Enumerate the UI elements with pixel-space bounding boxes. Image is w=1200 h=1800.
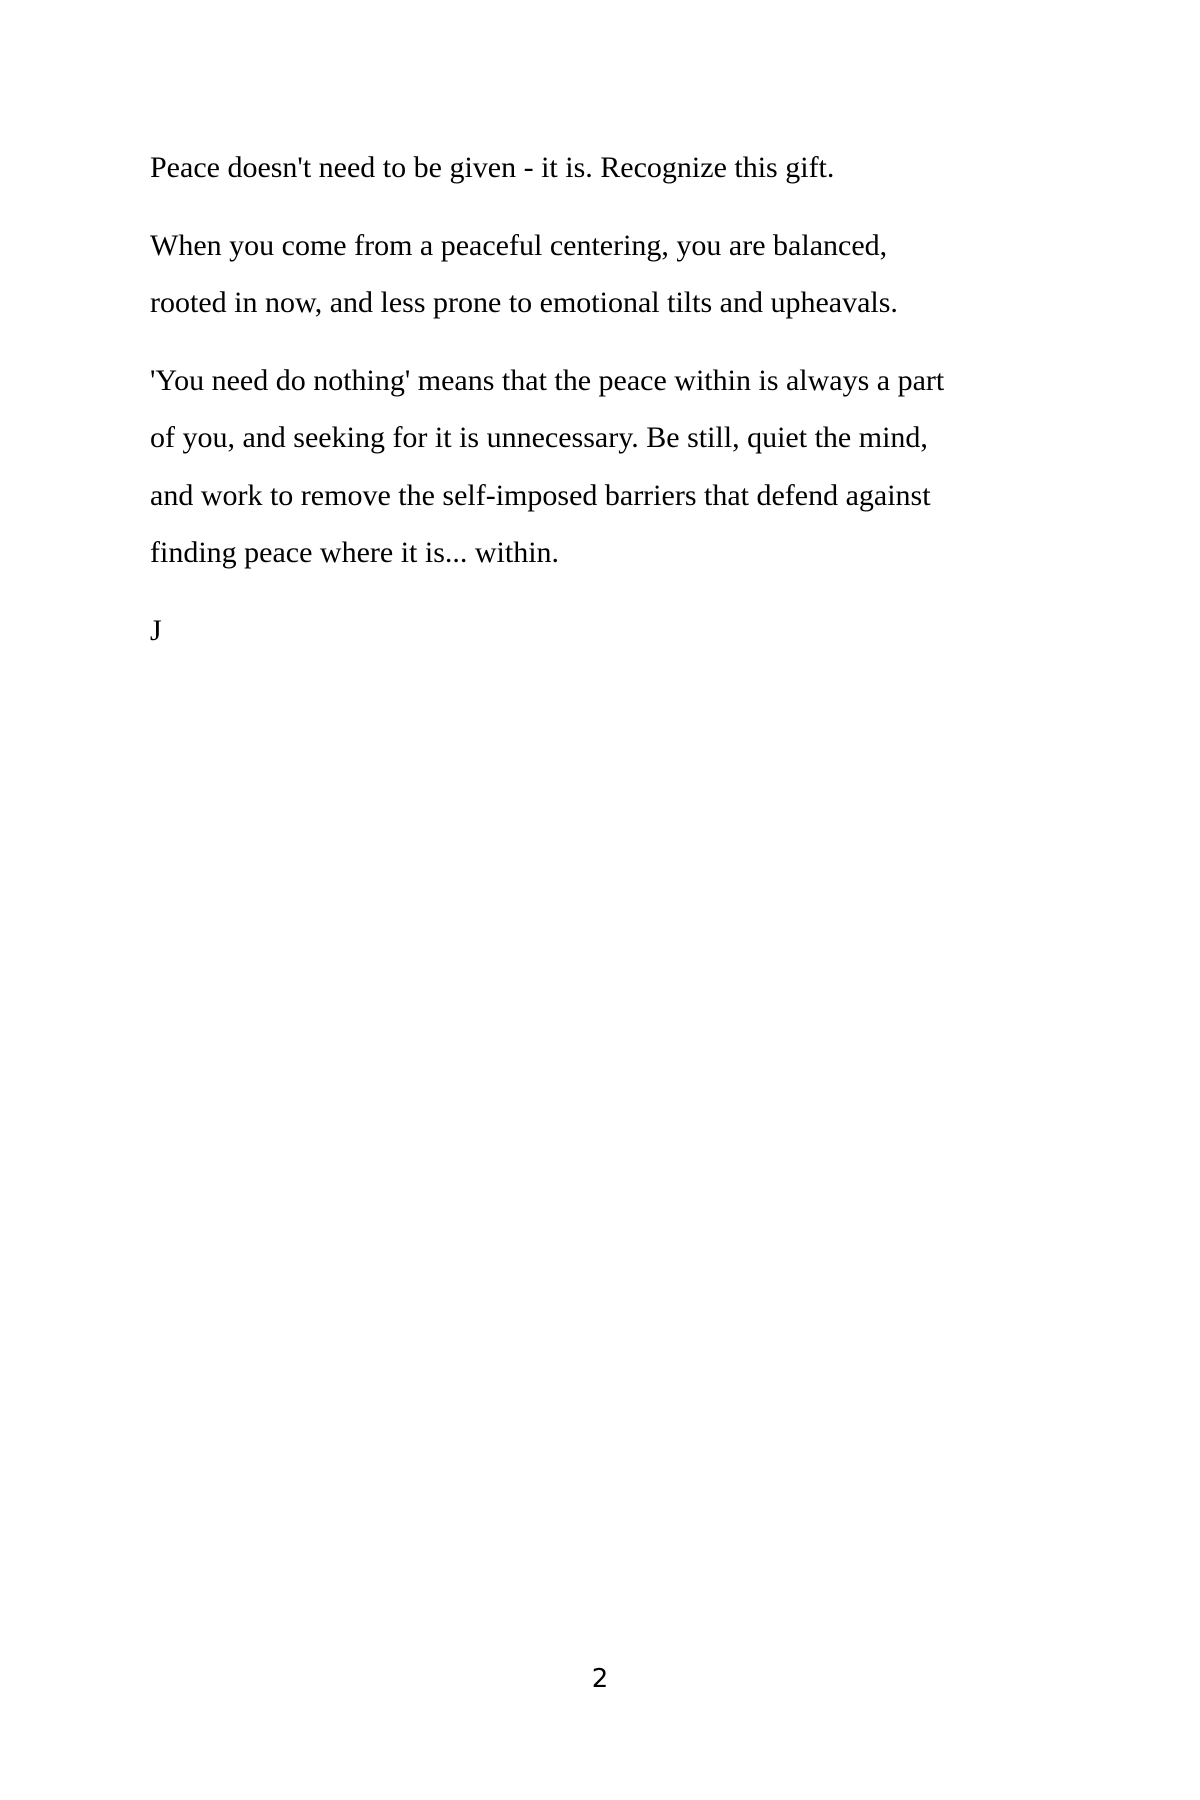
text-line: finding peace where it is... within. [150, 536, 560, 569]
text-line: Peace doesn't need to be given - it is. Recognize this gift. [150, 151, 835, 184]
text-line: rooted in now, and less prone to emotional tilts and upheavals. [150, 286, 898, 319]
paragraph-you-need-do-nothing [150, 352, 1050, 582]
signature [150, 602, 1050, 660]
paragraph-peace-gift [150, 139, 1050, 197]
text-line: and work to remove the self-imposed barriers that defend against [150, 478, 931, 512]
page-number: 2 [591, 1664, 609, 1694]
text-line: of you, and seeking for it is unnecessary. Be still, quiet the mind, [150, 421, 928, 454]
text-line: When you come from a peaceful centering, you are balanced, [150, 228, 888, 262]
text-line: 'You need do nothing' means that the peace within is always a part [150, 363, 945, 397]
signature-initial: J [150, 613, 162, 647]
body-text [150, 139, 1050, 679]
paragraph-peaceful-centering [150, 217, 1050, 332]
